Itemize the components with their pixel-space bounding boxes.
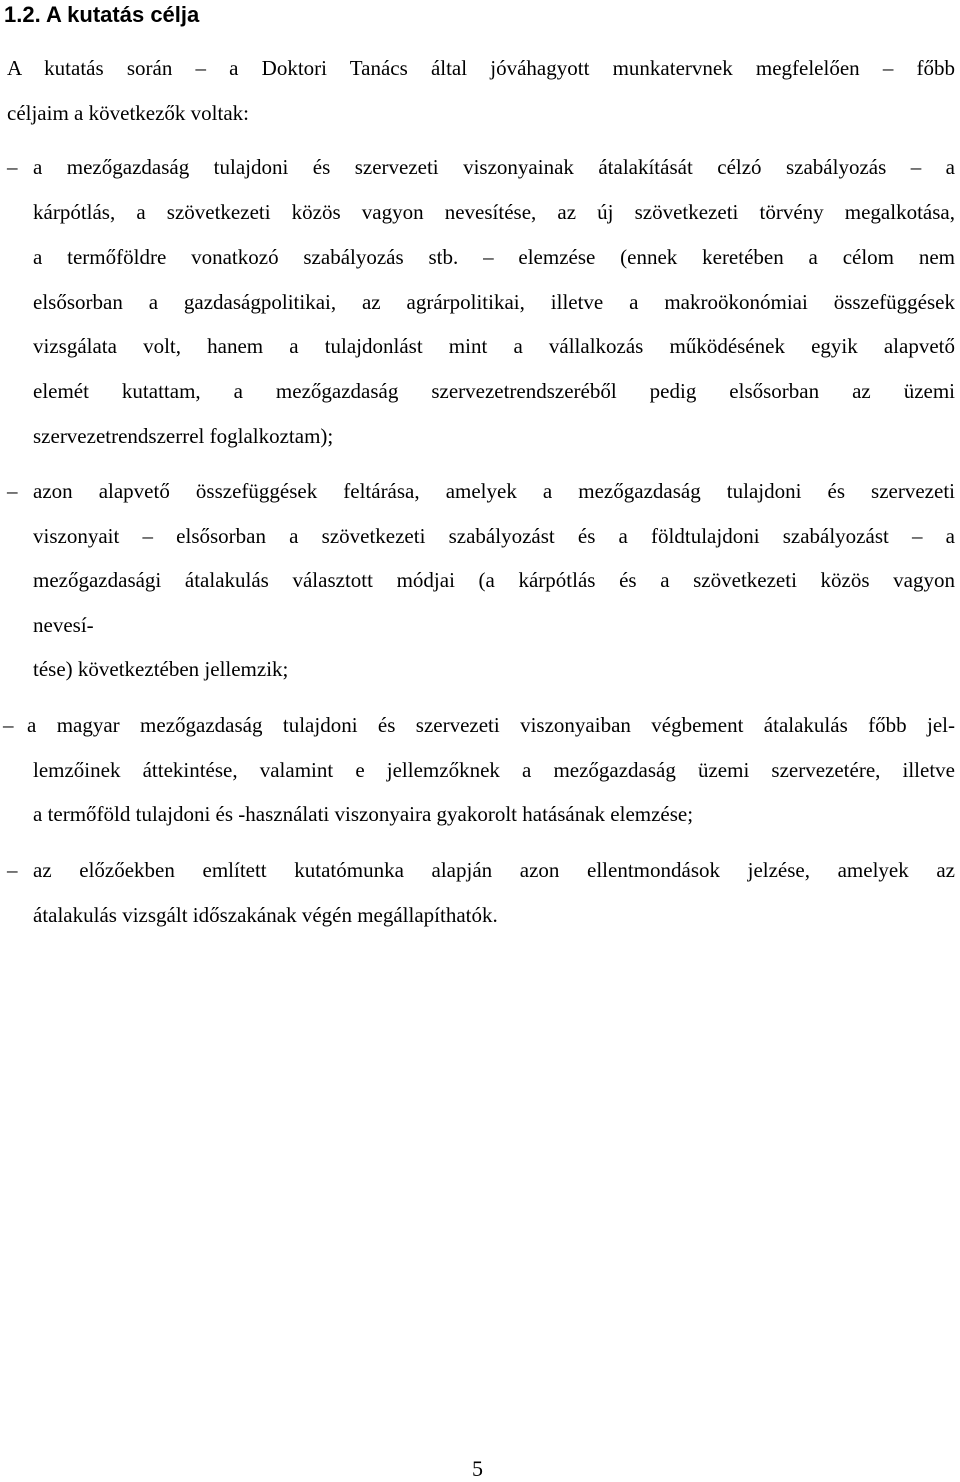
list-item-line: nevesí- xyxy=(33,613,94,637)
list-item-line: viszonyait – elsősorban a szövetkezeti szabályozást és a földtulajdoni szabályozást – a xyxy=(33,524,955,548)
list-item-line: a mezőgazdaság tulajdoni és szervezeti viszonyainak átalakítását célzó szabályozás – a xyxy=(33,155,955,179)
list-item-line: a termőföld tulajdoni és -használati viszonyaira gyakorolt hatásának elemzése; xyxy=(33,802,694,826)
list-item-line: elemét kutattam, a mezőgazdaság szervezetrendszeréből pedig elsősorban az üzemi xyxy=(33,379,955,403)
list-dash-marker: – xyxy=(3,713,14,737)
list-item-line: a magyar mezőgazdaság tulajdoni és szervezeti viszonyaiban végbement átalakulás főbb jel- xyxy=(27,713,955,737)
list-item-line: átalakulás vizsgált időszakának végén megállapíthatók. xyxy=(33,903,498,927)
list-item-line: mezőgazdasági átalakulás választott módjai (a kárpótlás és a szövetkezeti közös vagyon xyxy=(33,568,955,592)
list-item-line: tése) következtében jellemzik; xyxy=(33,657,289,681)
intro-line-1: A kutatás során – a Doktori Tanács által jóváhagyott munkatervnek megfelelően – főbb xyxy=(7,56,955,80)
list-dash-marker: – xyxy=(7,155,18,179)
list-item-line: kárpótlás, a szövetkezeti közös vagyon nevesítése, az új szövetkezeti törvény megalkotása, xyxy=(33,200,955,224)
intro-line-2: céljaim a következők voltak: xyxy=(7,101,249,125)
list-dash-marker: – xyxy=(7,479,18,503)
list-dash-marker: – xyxy=(7,858,18,882)
list-item-line: elsősorban a gazdaságpolitikai, az agrárpolitikai, illetve a makroökonómiai összefüggések xyxy=(33,290,955,314)
list-item-line: a termőföldre vonatkozó szabályozás stb. – elemzése (ennek keretében a célom nem xyxy=(33,245,955,269)
list-item-line: vizsgálata volt, hanem a tulajdonlást mint a vállalkozás működésének egyik alapvető xyxy=(33,334,955,358)
list-item-line: szervezetrendszerrel foglalkoztam); xyxy=(33,424,334,448)
list-item-line: az előzőekben említett kutatómunka alapján azon ellentmondások jelzése, amelyek az xyxy=(33,858,955,882)
list-item-line: azon alapvető összefüggések feltárása, amelyek a mezőgazdaság tulajdoni és szervezeti xyxy=(33,479,955,503)
list-item-line: lemzőinek áttekintése, valamint e jellemzőknek a mezőgazdaság üzemi szervezetére, illetve xyxy=(33,758,955,782)
section-heading: 1.2. A kutatás célja xyxy=(4,2,200,27)
page-number: 5 xyxy=(472,1456,483,1481)
